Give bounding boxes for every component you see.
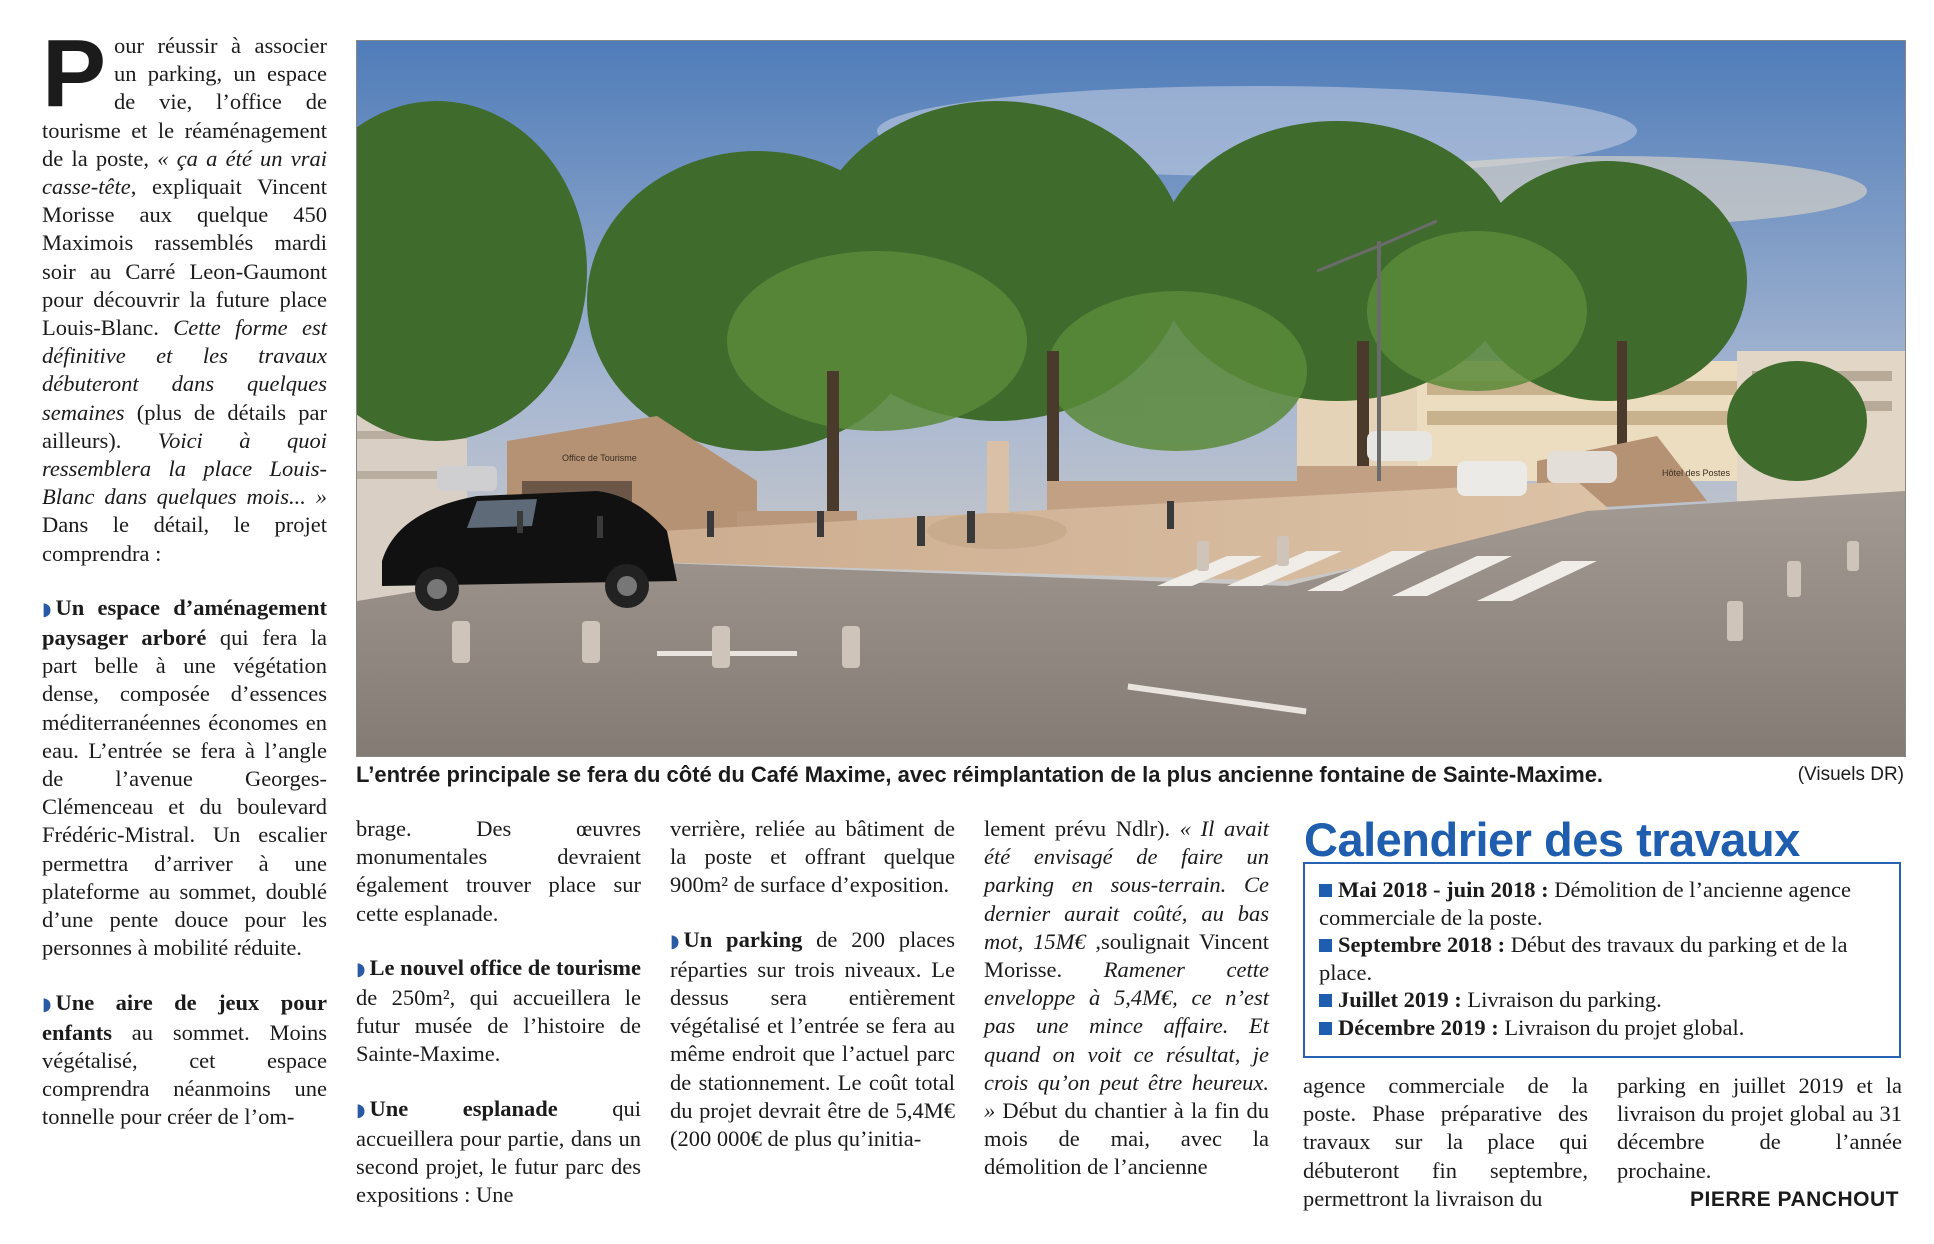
drop-cap: P <box>42 20 107 127</box>
square-bullet-icon <box>1319 939 1332 952</box>
bullet-arrow-icon: ◗ <box>356 958 366 980</box>
col5-paragraph: agence commerciale de la poste. Phase préparative des travaux sur la place qui débuteront fin septembre, permettront la livraison du <box>1303 1073 1588 1211</box>
calendar-box <box>1303 862 1901 1058</box>
square-bullet-icon <box>1319 994 1332 1007</box>
calendar-item: Septembre 2018 : Début des travaux du parking et de la place. <box>1319 932 1848 985</box>
article-column-2 <box>356 815 641 1209</box>
photo-credit: (Visuels DR) <box>1797 764 1904 785</box>
sign-office-tourisme: Office de Tourisme <box>562 453 637 463</box>
square-bullet-icon <box>1319 884 1332 897</box>
col4-paragraph: lement prévu Ndlr). « Il avait été envisagé de faire un parking en sous-terrain. Ce dernier aurait coûté, au bas mot, 15M€ ,soulignait Vincent Morisse. Ramener cette enveloppe à 5,4M€, ce n’est pas une mince affaire. Et quand on voit ce résultat, je crois qu’on peut être heureux. » Début du chantier à la fin du mois de mai, avec la démolition de l’ancienne <box>984 816 1270 1180</box>
calendar-title: Calendrier des travaux <box>1304 813 1800 866</box>
article-column-4 <box>984 815 1269 1182</box>
bullet-playground: ◗ Une aire de jeux pour enfants au sommet. Moins végétalisé, cet espace comprendra néanmoins une tonnelle pour créer de l’om- <box>42 989 327 1130</box>
bullet-parking: ◗ Un parking de 200 places réparties sur trois niveaux. Le dessus sera entièrement végétalisé et l’entrée se fera au même endroit que l’actuel parc de stationnement. Le coût total du projet devrait être de 5,4M€ (200 000€ de plus qu’initia- <box>670 926 955 1152</box>
square-bullet-icon <box>1319 1022 1332 1035</box>
article-column-3 <box>670 815 955 1153</box>
col3-paragraph: verrière, reliée au bâtiment de la poste et offrant quelque 900m² de surface d’exposition. <box>670 816 955 898</box>
sign-hotel-postes: Hôtel des Postes <box>1662 468 1731 478</box>
calendar-item: Mai 2018 - juin 2018 : Démolition de l’ancienne agence commerciale de la poste. <box>1319 877 1851 930</box>
caption-text: L’entrée principale se fera du côté du Café Maxime, avec réimplantation de la plus ancienne fontaine de Sainte-Maxime. <box>356 762 1604 787</box>
bullet-arrow-icon: ◗ <box>42 598 52 620</box>
bullet-esplanade: ◗ Une esplanade qui accueillera pour partie, dans un second projet, le futur parc des expositions : Une <box>356 1095 641 1208</box>
bullet-landscape: ◗ Un espace d’aménagement paysager arboré qui fera la part belle à une végétation dense, composée d’essences méditerranéennes économes en eau. L’entrée se fera à l’angle de l’avenue Georges-Clémenceau et du boulevard Frédéric-Mistral. Un escalier permettra d’arriver à une plateforme au sommet, doublé d’une pente douce pour les personnes à mobilité réduite. <box>42 594 327 961</box>
author-signature: PIERRE PANCHOUT <box>1690 1188 1899 1211</box>
bullet-arrow-icon: ◗ <box>356 1099 366 1121</box>
intro-paragraph: Pour réussir à associer un parking, un espace de vie, l’office de tourisme et le réaménagement de la poste, « ça a été un vrai casse-tête, expliquait Vincent Morisse aux quelque 450 Maximois rassemblés mardi soir au Carré Leon-Gaumont pour découvrir la future place Louis-Blanc. Cette forme est définitive et les travaux débuteront dans quelques semaines (plus de détails par ailleurs). Voici à quoi ressemblera la place Louis-Blanc dans quelques mois... » Dans le détail, le projet comprendra : <box>42 20 327 566</box>
bullet-arrow-icon: ◗ <box>42 993 52 1015</box>
rendering-photo <box>356 40 1906 757</box>
article-column-6 <box>1617 1072 1902 1185</box>
article-column-5 <box>1303 1072 1588 1213</box>
col2-paragraph: brage. Des œuvres monumentales devraient également trouver place sur cette esplanade. <box>356 816 641 926</box>
photo-caption <box>356 762 1904 792</box>
bullet-arrow-icon: ◗ <box>670 930 680 952</box>
article-column-1 <box>42 20 327 1132</box>
bullet-tourism-office: ◗ Le nouvel office de tourisme de 250m², qui accueillera le futur musée de l’histoire de Sainte-Maxime. <box>356 954 641 1067</box>
calendar-item: Décembre 2019 : Livraison du projet global. <box>1319 1014 1885 1042</box>
calendar-item: Juillet 2019 : Livraison du parking. <box>1319 986 1885 1014</box>
col6-paragraph: parking en juillet 2019 et la livraison du projet global au 31 décembre de l’année prochaine. <box>1617 1073 1902 1183</box>
